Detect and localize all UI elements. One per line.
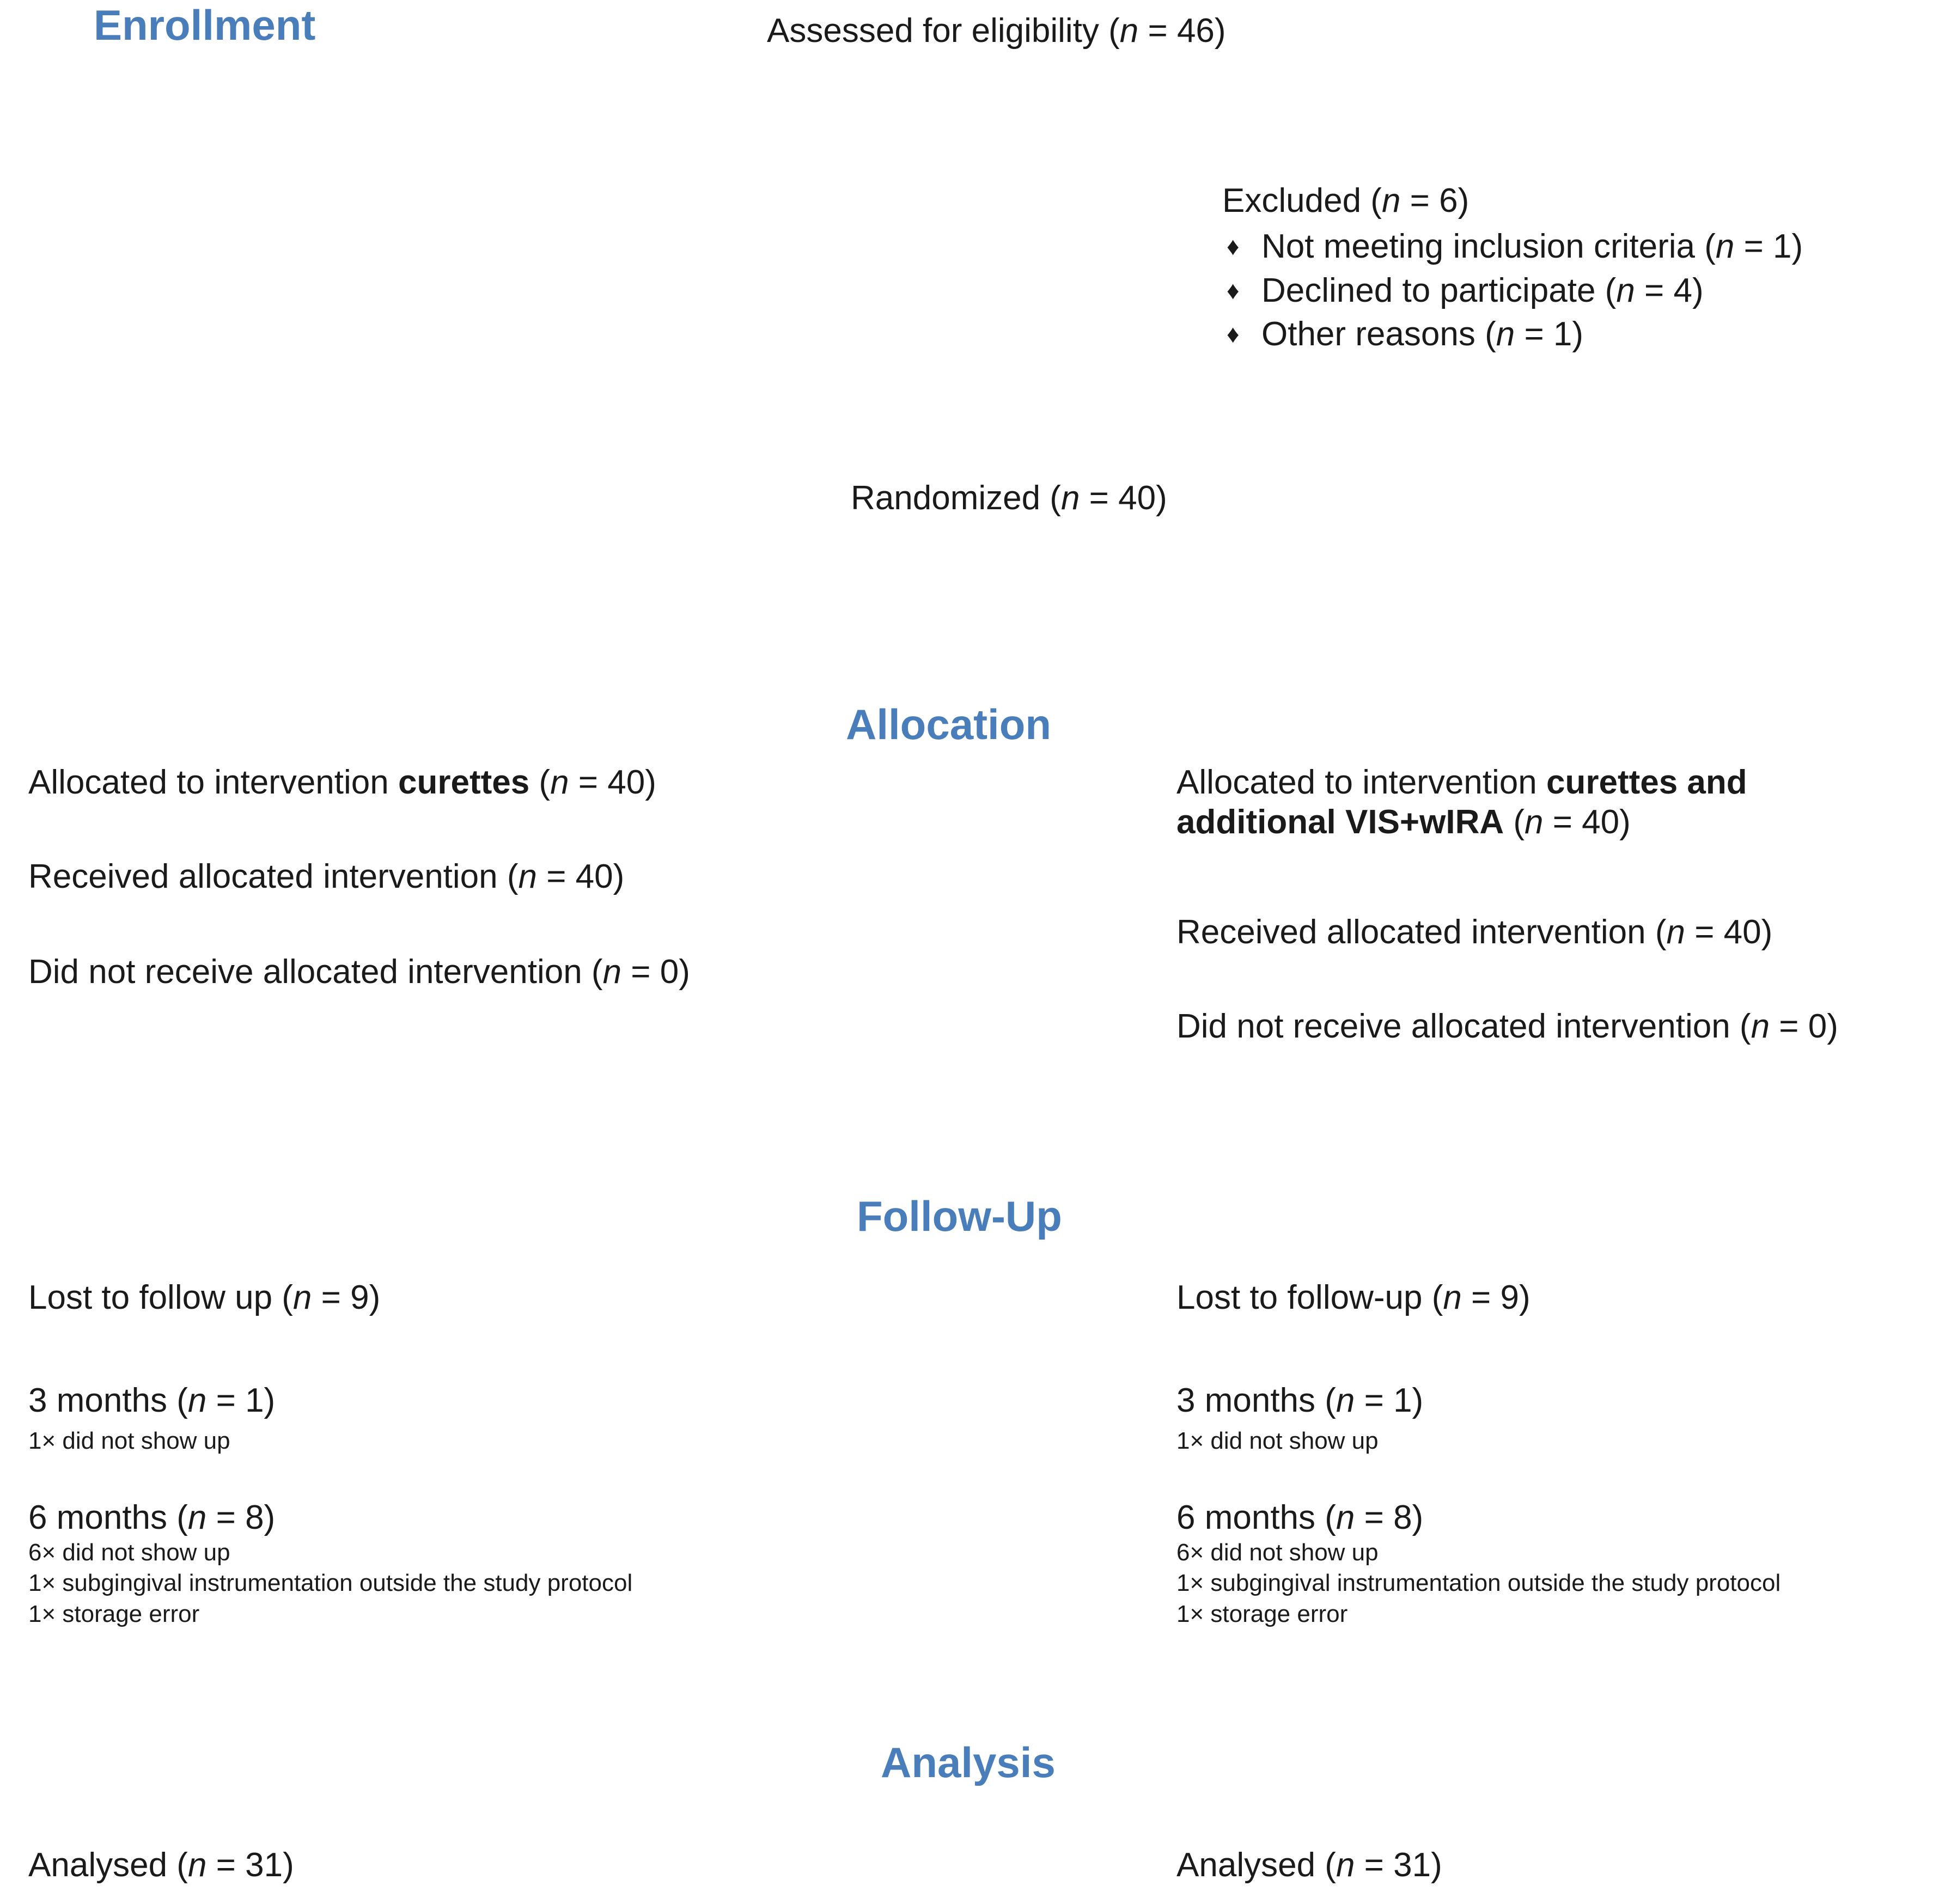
assessed-for-eligibility-text: [767, 11, 1226, 51]
follow-up-right-timepoint-6-months: [1176, 1498, 1781, 1630]
allocated-close: ): [645, 764, 656, 801]
allocated-prefix: Allocated to intervention: [1176, 764, 1546, 801]
excluded-block: [1222, 181, 1919, 357]
received-value: 40: [1723, 913, 1761, 951]
randomized-eq: =: [1080, 479, 1119, 517]
randomized-n-symbol: n: [1060, 479, 1080, 517]
timepoint-label: 6 months (: [28, 1499, 188, 1536]
received-close: ): [613, 858, 625, 895]
timepoint-close: ): [264, 1499, 276, 1536]
assessed-value: 46: [1176, 12, 1215, 50]
received-n-symbol: n: [1666, 913, 1685, 951]
allocated-paren-open: (: [1504, 803, 1525, 841]
timepoint-n-symbol: n: [1336, 1382, 1355, 1419]
follow-up-left-lost: [28, 1278, 380, 1317]
timepoint-label: 6 months (: [1176, 1499, 1336, 1536]
lost-close: ): [369, 1279, 381, 1316]
diamond-bullet-icon: ♦: [1227, 320, 1240, 349]
received-value: 40: [575, 858, 613, 895]
timepoint-eq: =: [1355, 1382, 1394, 1419]
excluded-heading: [1222, 181, 1919, 221]
randomized-close: ): [1156, 479, 1167, 517]
received-close: ): [1761, 913, 1773, 951]
reason-label: Declined to participate (: [1261, 271, 1617, 309]
timepoint-reason: 6× did not show up: [1176, 1539, 1379, 1566]
analysed-eq: =: [206, 1846, 246, 1884]
stage-header-enrollment: Enrollment: [94, 1, 316, 49]
timepoint-reason: 1× storage error: [1176, 1600, 1348, 1627]
received-label: Received allocated intervention (: [1176, 913, 1667, 951]
not-received-eq: =: [621, 953, 660, 991]
timepoint-reason: 1× subgingival instrumentation outside the study protocol: [28, 1570, 633, 1597]
excluded-reason-list: [1222, 225, 1919, 357]
analysed-value: 31: [1393, 1846, 1431, 1884]
allocated-n-symbol: n: [550, 764, 569, 801]
timepoint-title: [28, 1498, 632, 1537]
follow-up-right-timepoint-3-months: [1176, 1381, 1423, 1456]
allocated-n-symbol: n: [1525, 803, 1544, 841]
analysed-close: ): [283, 1846, 294, 1884]
allocated-prefix: Allocated to intervention: [28, 764, 398, 801]
allocated-paren-open: (: [529, 764, 551, 801]
timepoint-n-symbol: n: [187, 1382, 207, 1419]
allocation-right-not-received: [1176, 1006, 1838, 1046]
timepoint-value: 1: [245, 1382, 264, 1419]
lost-eq: =: [312, 1279, 351, 1316]
analysed-eq: =: [1355, 1846, 1394, 1884]
not-received-close: ): [1827, 1008, 1838, 1045]
analysis-right-analysed: [1176, 1845, 1442, 1885]
timepoint-close: ): [264, 1382, 276, 1419]
reason-close: ): [1572, 315, 1584, 353]
assessed-n-symbol: n: [1119, 12, 1139, 50]
reason-value: 1: [1553, 315, 1572, 353]
not-received-label: Did not receive allocated intervention (: [28, 953, 603, 991]
not-received-n-symbol: n: [602, 953, 622, 991]
allocated-eq: =: [569, 764, 608, 801]
reason-label: Not meeting inclusion criteria (: [1261, 228, 1716, 266]
analysed-close: ): [1431, 1846, 1442, 1884]
stage-header-follow-up: Follow-Up: [857, 1192, 1062, 1240]
analysed-value: 31: [245, 1846, 283, 1884]
not-received-eq: =: [1770, 1008, 1808, 1045]
randomized-label: Randomized (: [851, 479, 1061, 517]
reason-close: ): [1692, 271, 1704, 309]
not-received-value: 0: [1808, 1008, 1827, 1045]
lost-close: ): [1519, 1279, 1531, 1316]
allocation-right-allocated: [1176, 762, 1819, 842]
timepoint-reason: 1× did not show up: [28, 1427, 230, 1455]
received-eq: =: [537, 858, 576, 895]
lost-value: 9: [1500, 1279, 1519, 1316]
excluded-eq: =: [1400, 182, 1440, 219]
analysed-n-symbol: n: [1336, 1846, 1355, 1884]
list-item: [1222, 269, 1919, 313]
timepoint-n-symbol: n: [187, 1499, 207, 1536]
allocated-close: ): [1619, 803, 1631, 841]
excluded-value: 6: [1439, 182, 1458, 219]
analysed-label: Analysed (: [1176, 1846, 1336, 1884]
reason-value: 1: [1773, 228, 1792, 266]
received-label: Received allocated intervention (: [28, 858, 519, 895]
allocated-value: 40: [1582, 803, 1620, 841]
timepoint-title: [1176, 1498, 1781, 1537]
timepoint-reason: 6× did not show up: [28, 1539, 230, 1566]
timepoint-label: 3 months (: [28, 1382, 188, 1419]
list-item: [1222, 313, 1919, 357]
reason-close: ): [1791, 228, 1803, 266]
timepoint-title: [28, 1381, 275, 1420]
stage-header-allocation: Allocation: [846, 700, 1052, 748]
diamond-bullet-icon: ♦: [1227, 232, 1240, 261]
reason-label: Other reasons (: [1261, 315, 1496, 353]
allocated-eq: =: [1543, 803, 1582, 841]
follow-up-right-lost: [1176, 1278, 1531, 1317]
timepoint-close: ): [1412, 1499, 1424, 1536]
analysed-label: Analysed (: [28, 1846, 188, 1884]
timepoint-title: [1176, 1381, 1423, 1420]
excluded-close: ): [1458, 182, 1470, 219]
timepoint-n-symbol: n: [1336, 1499, 1355, 1536]
lost-n-symbol: n: [292, 1279, 312, 1316]
reason-n-symbol: n: [1496, 315, 1515, 353]
reason-eq: =: [1734, 228, 1773, 266]
timepoint-value: 8: [245, 1499, 264, 1536]
excluded-n-symbol: n: [1381, 182, 1401, 219]
stage-header-analysis: Analysis: [881, 1738, 1056, 1786]
received-n-symbol: n: [518, 858, 537, 895]
excluded-label: Excluded (: [1222, 182, 1382, 219]
received-eq: =: [1685, 913, 1724, 951]
timepoint-eq: =: [206, 1382, 246, 1419]
randomized-text: [851, 478, 1167, 518]
timepoint-value: 1: [1393, 1382, 1412, 1419]
timepoint-reason: 1× storage error: [28, 1600, 200, 1627]
assessed-label: Assessed for eligibility (: [767, 12, 1120, 50]
reason-eq: =: [1635, 271, 1674, 309]
allocation-left-not-received: [28, 952, 690, 992]
follow-up-left-timepoint-3-months: [28, 1381, 275, 1456]
allocation-right-received: [1176, 912, 1772, 952]
allocation-left-allocated: [28, 762, 656, 802]
reason-n-symbol: n: [1715, 228, 1735, 266]
lost-label: Lost to follow up (: [28, 1279, 293, 1316]
timepoint-eq: =: [206, 1499, 246, 1536]
analysis-left-analysed: [28, 1845, 294, 1885]
allocated-intervention-name: curettes: [398, 764, 530, 801]
timepoint-eq: =: [1355, 1499, 1394, 1536]
analysed-n-symbol: n: [187, 1846, 207, 1884]
lost-n-symbol: n: [1443, 1279, 1462, 1316]
timepoint-value: 8: [1393, 1499, 1412, 1536]
follow-up-left-timepoint-6-months: [28, 1498, 632, 1630]
reason-eq: =: [1515, 315, 1553, 353]
allocation-left-received: [28, 857, 624, 896]
list-item: [1222, 225, 1919, 269]
reason-n-symbol: n: [1616, 271, 1635, 309]
timepoint-label: 3 months (: [1176, 1382, 1336, 1419]
lost-label: Lost to follow-up (: [1176, 1279, 1443, 1316]
lost-value: 9: [350, 1279, 369, 1316]
lost-eq: =: [1461, 1279, 1501, 1316]
not-received-n-symbol: n: [1751, 1008, 1770, 1045]
reason-value: 4: [1673, 271, 1692, 309]
assessed-eq: =: [1138, 12, 1177, 50]
assessed-close: ): [1214, 12, 1226, 50]
randomized-value: 40: [1118, 479, 1156, 517]
timepoint-reason: 1× subgingival instrumentation outside the study protocol: [1176, 1570, 1781, 1597]
not-received-label: Did not receive allocated intervention (: [1176, 1008, 1751, 1045]
allocated-intervention-name: curettes and additional VIS+wIRA: [1176, 764, 1747, 841]
not-received-value: 0: [660, 953, 679, 991]
timepoint-reason: 1× did not show up: [1176, 1427, 1379, 1455]
diamond-bullet-icon: ♦: [1227, 276, 1240, 304]
not-received-close: ): [679, 953, 690, 991]
timepoint-close: ): [1412, 1382, 1424, 1419]
allocated-value: 40: [607, 764, 645, 801]
